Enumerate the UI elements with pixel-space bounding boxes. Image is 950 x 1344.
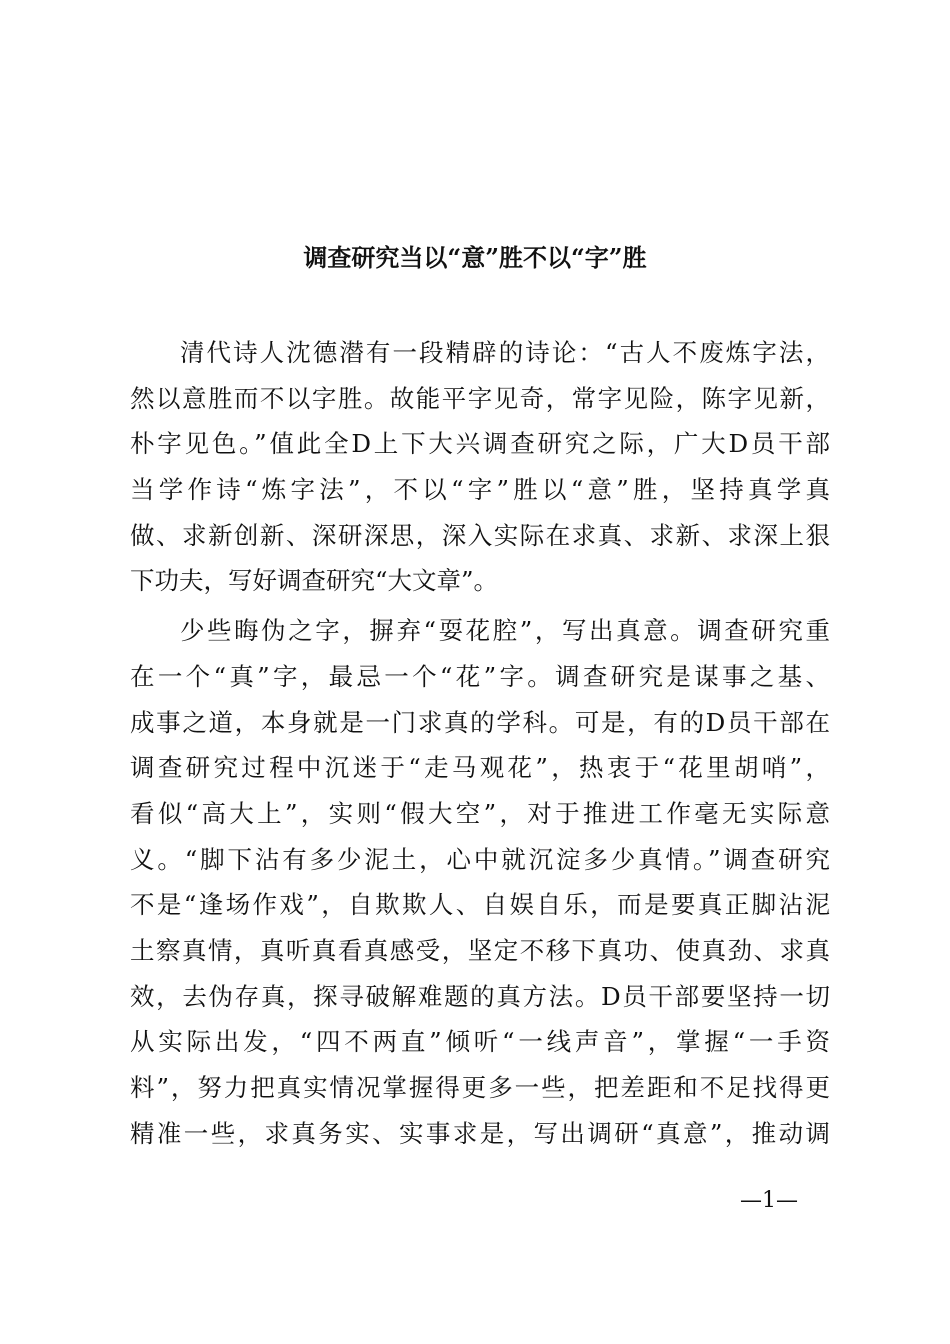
text-line: 做、求新创新、深研深思，深入实际在求真、求新、求深上狠 [130,520,830,550]
text-line: 朴字见色。”值此全D上下大兴调查研究之际，广大D员干部 [130,429,830,459]
text-line: 在一个“真”字，最忌一个“花”字。调查研究是谋事之基、 [130,661,830,691]
text-line: 成事之道，本身就是一门求真的学科。可是，有的D员干部在 [130,707,830,737]
document-title: 调查研究当以“意”胜不以“字”胜 [303,243,647,272]
text-line: 不是“逢场作戏”，自欺欺人、自娱自乐，而是要真正脚沾泥 [130,890,830,920]
text-line: 调查研究过程中沉迷于“走马观花”，热衷于“花里胡哨”， [130,753,830,783]
text-line: 看似“高大上”，实则“假大空”，对于推进工作毫无实际意 [130,798,830,828]
document-body [130,330,830,1156]
text-line: 下功夫，写好调查研究“大文章”。 [130,566,499,596]
text-line: 清代诗人沈德潜有一段精辟的诗论：“古人不废炼字法， [180,338,830,367]
text-line: 效，去伪存真，探寻破解难题的真方法。D员干部要坚持一切 [130,981,830,1011]
paragraph-1 [130,330,830,604]
paragraph-2 [130,608,830,1156]
text-line: 少些晦伪之字，摒弃“耍花腔”，写出真意。调查研究重 [180,616,830,646]
page-number: —1— [740,1188,798,1213]
text-line: 从实际出发，“四不两直”倾听“一线声音”，掌握“一手资 [130,1027,830,1057]
text-line: 土察真情，真听真看真感受，坚定不移下真功、使真劲、求真 [130,935,830,965]
text-line: 当学作诗“炼字法”，不以“字”胜以“意”胜，坚持真学真 [130,475,830,505]
text-line: 料”，努力把真实情况掌握得更多一些，把差距和不足找得更 [130,1073,830,1102]
text-line: 义。“脚下沾有多少泥土，心中就沉淀多少真情。”调查研究 [130,844,830,874]
text-line: 然以意胜而不以字胜。故能平字见奇，常字见险，陈字见新， [130,383,830,413]
text-line: 精准一些，求真务实、实事求是，写出调研“真意”，推动调 [130,1118,830,1148]
